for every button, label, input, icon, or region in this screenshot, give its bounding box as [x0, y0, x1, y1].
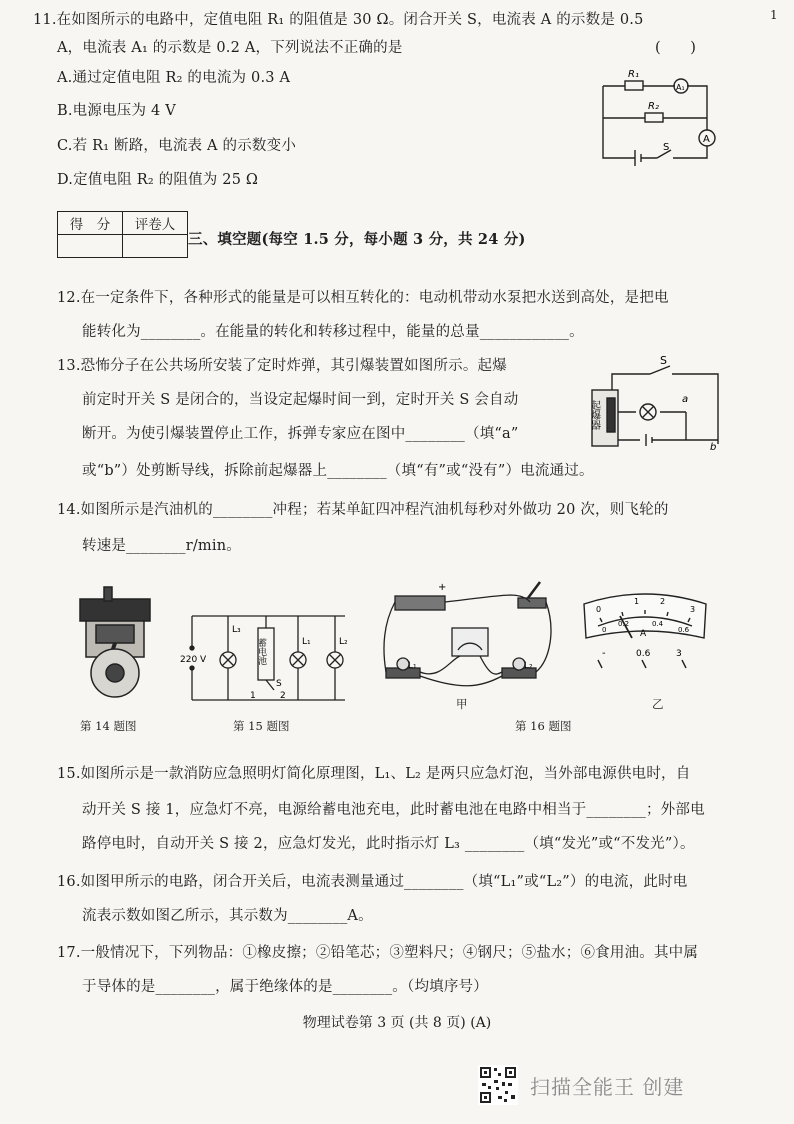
- q13-line-2: 前定时开关 S 是闭合的，当设定起爆时间一到，定时开关 S 会自动: [82, 392, 519, 408]
- q15-fig-caption: 第 15 题图: [233, 719, 290, 733]
- q11-stem: 11.在如图所示的电路中，定值电阻 R₁ 的阻值是 30 Ω。闭合开关 S，电流表 A 的示数是 0.5: [33, 12, 644, 28]
- q11-option-a: A.通过定值电阻 R₂ 的电流为 0.3 A: [57, 70, 291, 86]
- meter-top-tick-1: 1: [634, 597, 640, 606]
- q15-fig-battery: 蓄电池: [256, 638, 266, 665]
- q16-circuit-photo-figure: [380, 580, 555, 692]
- meter-top-tick-2: 2: [660, 597, 666, 606]
- q13-fig-s: S: [660, 354, 667, 367]
- meter-bottom-tick-1: 0.2: [618, 620, 630, 628]
- scanner-watermark: 扫描全能王 创建: [530, 1075, 685, 1099]
- page-footer: 物理试卷第 3 页 (共 8 页) (A): [302, 1015, 492, 1031]
- meter-bottom-tick-3: 0.6: [678, 626, 690, 634]
- meter-top-tick-0: 0: [596, 605, 602, 614]
- q16-fig-plus: +: [438, 582, 447, 593]
- q15-fig-voltage: 220 V: [180, 655, 207, 665]
- score-header: 得 分: [58, 212, 123, 235]
- q16-fig-caption: 第 16 题图: [515, 719, 572, 733]
- q13-detonator-figure: [590, 352, 725, 452]
- section-3-title: 三、填空题(每空 1.5 分，每小题 3 分，共 24 分): [188, 231, 526, 248]
- q13-fig-device: 起爆器: [588, 400, 600, 430]
- meter-unit: A: [640, 629, 647, 639]
- q12-line-1: 12.在一定条件下，各种形式的能量是可以相互转化的：电动机带动水泵把水送到高处，是把电: [57, 290, 669, 306]
- q16-fig-l2: L₂: [524, 661, 533, 671]
- meter-terminal-3: 3: [676, 649, 682, 659]
- q11-option-c: C.若 R₁ 断路，电流表 A 的示数变小: [57, 138, 297, 154]
- q11-answer-bracket: ( ): [655, 40, 697, 56]
- q16-fig-label-yi: 乙: [652, 697, 664, 711]
- q16-fig-label-jia: 甲: [456, 697, 468, 711]
- grader-cell: [123, 235, 188, 258]
- q14-line-1: 14.如图所示是汽油机的________冲程；若某单缸四冲程汽油机每秒对外做功 20 次，则飞轮的: [57, 502, 669, 518]
- q16-line-2: 流表示数如图乙所示，其示数为________A。: [82, 908, 373, 924]
- q17-line-1: 17.一般情况下，下列物品：①橡皮擦；②铅笔芯；③塑料尺；④钢尺；⑤盐水；⑥食用油。其中属: [57, 945, 699, 961]
- q12-line-2: 能转化为________。在能量的转化和转移过程中，能量的总量____________。: [82, 324, 584, 340]
- qr-code-icon: [478, 1065, 518, 1105]
- q15-emergency-light-figure: [180, 608, 355, 708]
- q11-fig-a1: A₁: [676, 83, 685, 92]
- meter-terminal-minus: -: [602, 648, 606, 659]
- q15-fig-l2: L₂: [339, 637, 348, 647]
- meter-bottom-tick-2: 0.4: [652, 620, 664, 628]
- q13-fig-b: b: [710, 442, 717, 453]
- q11-stem-2: A，电流表 A₁ 的示数是 0.2 A，下列说法不正确的是: [57, 40, 403, 56]
- q15-fig-p2: 2: [280, 691, 286, 701]
- q16-line-1: 16.如图甲所示的电路，闭合开关后，电流表测量通过________（填“L₁”或“L₂”）的电流，此时电: [57, 874, 688, 890]
- meter-bottom-tick-0: 0: [602, 626, 607, 634]
- q11-fig-r2: R₂: [648, 101, 659, 112]
- q13-fig-a: a: [682, 394, 689, 405]
- q14-fig-caption: 第 14 题图: [80, 719, 137, 733]
- q13-line-3: 断开。为使引爆装置停止工作，拆弹专家应在图中________（填“a”: [82, 426, 519, 442]
- meter-terminal-06: 0.6: [636, 649, 651, 659]
- q15-fig-l3: L₃: [232, 625, 241, 635]
- q13-line-4: 或“b”）处剪断导线，拆除前起爆器上________（填“有”或“没有”）电流通过。: [82, 463, 594, 479]
- q15-fig-p1: 1: [250, 691, 256, 701]
- q17-line-2: 于导体的是________，属于绝缘体的是________。（均填序号）: [82, 979, 488, 995]
- q15-line-2: 动开关 S 接 1，应急灯不亮，电源给蓄电池充电，此时蓄电池在电路中相当于________；外部电: [82, 802, 705, 818]
- q16-fig-l1: L₁: [408, 661, 417, 671]
- q11-option-b: B.电源电压为 4 V: [57, 103, 176, 119]
- q13-line-1: 13.恐怖分子在公共场所安装了定时炸弹，其引爆装置如图所示。起爆: [57, 358, 507, 374]
- q14-line-2: 转速是________r/min。: [82, 538, 241, 554]
- q15-fig-l1: L₁: [302, 637, 311, 647]
- meter-top-tick-3: 3: [690, 605, 696, 614]
- q14-engine-figure: [70, 585, 165, 700]
- q16-ammeter-figure: [580, 590, 710, 680]
- score-cell: [58, 235, 123, 258]
- q11-fig-r1: R₁: [628, 69, 639, 80]
- q15-fig-s: S: [276, 679, 282, 689]
- q11-circuit-figure: [595, 66, 725, 166]
- q11-option-d: D.定值电阻 R₂ 的阻值为 25 Ω: [57, 172, 259, 188]
- q15-line-3: 路停电时，自动开关 S 接 2，应急灯发光，此时指示灯 L₃ ________（填“发光”或“不发光”）。: [82, 836, 695, 852]
- q11-fig-a: A: [703, 134, 710, 145]
- grader-header: 评卷人: [123, 212, 188, 235]
- q11-fig-s: S: [663, 142, 670, 153]
- q15-line-1: 15.如图所示是一款消防应急照明灯简化原理图，L₁、L₂ 是两只应急灯泡，当外部电源供电时，自: [57, 766, 691, 782]
- score-table: [57, 211, 188, 258]
- page-number: 1: [770, 8, 778, 22]
